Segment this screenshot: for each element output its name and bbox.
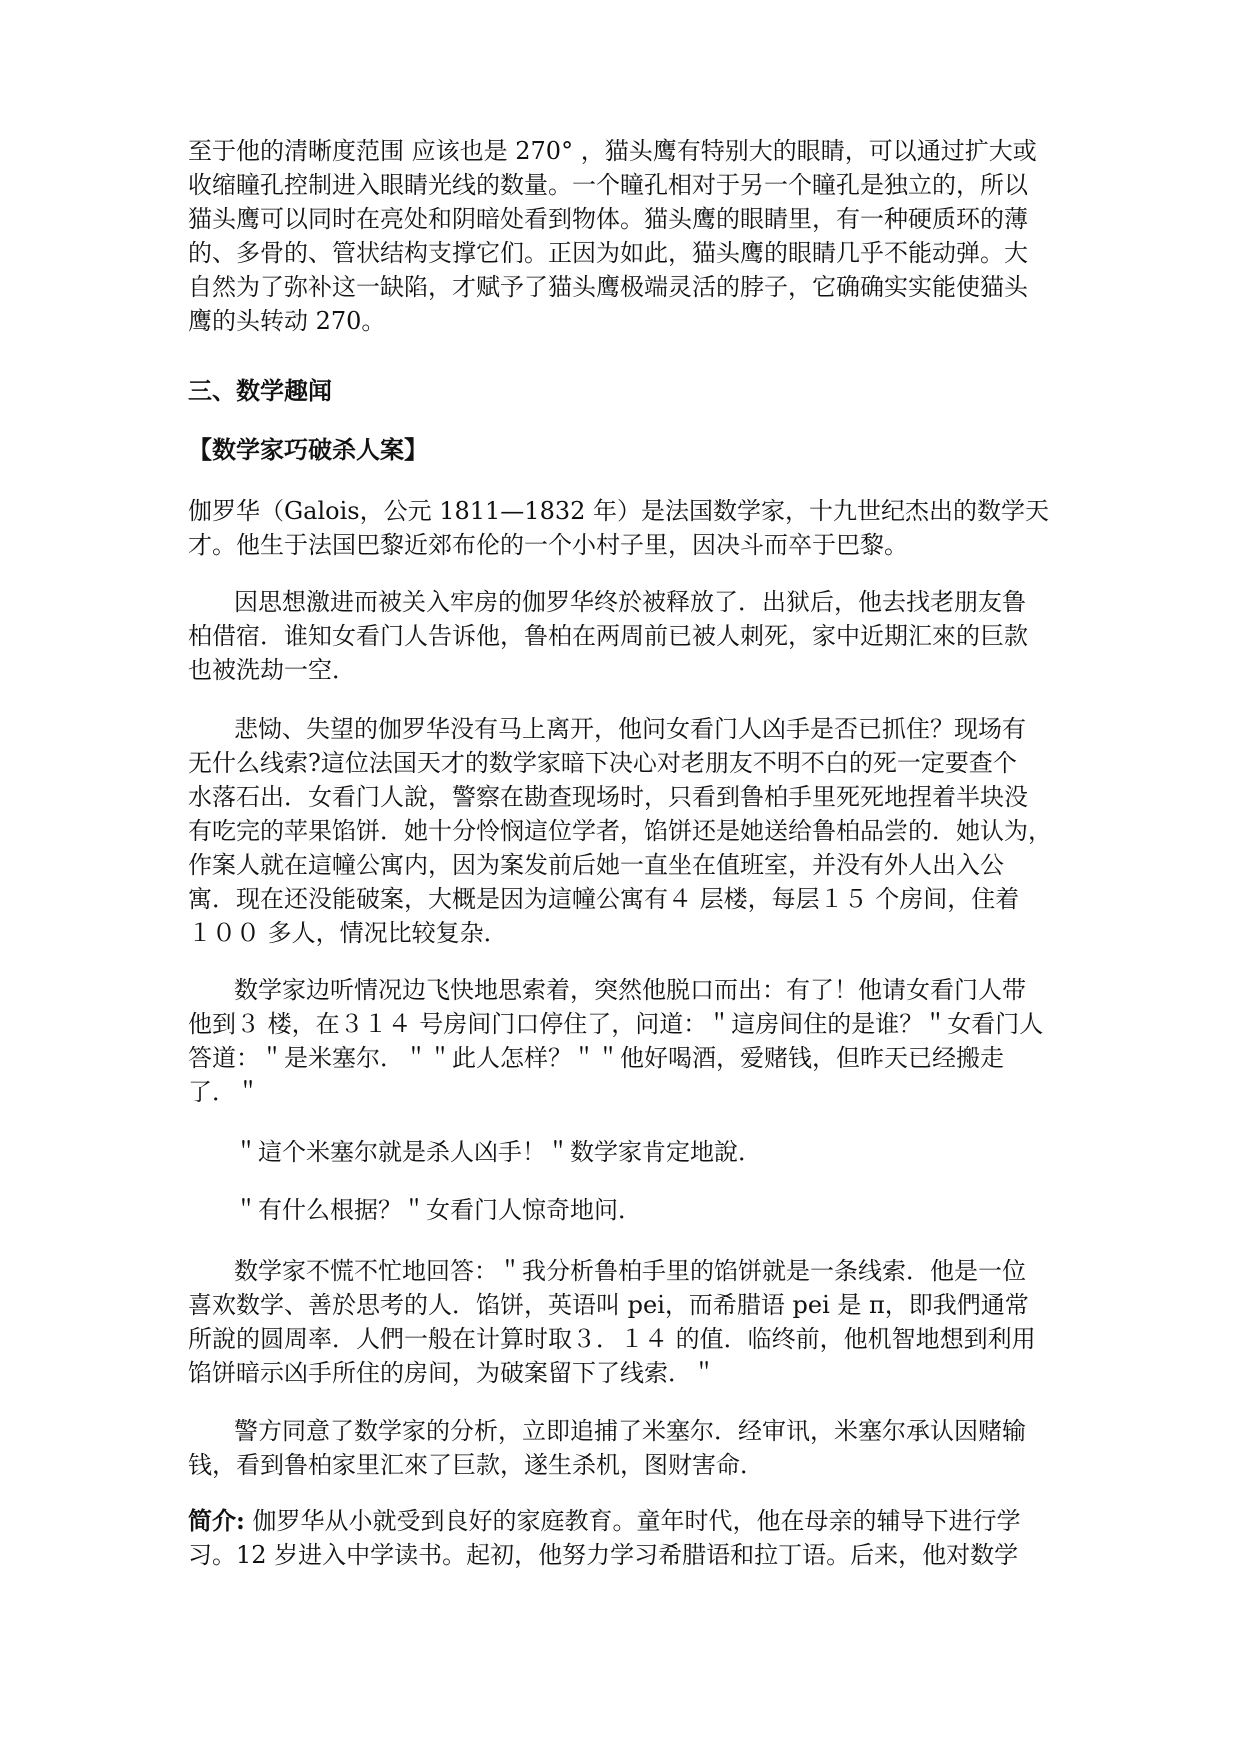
text-line: ＂有什么根据？＂女看门人惊奇地问． [234, 1196, 642, 1224]
text-line: 他到３ 楼，在３１４ 号房间门口停住了，问道：＂這房间住的是谁？＂女看门人 [188, 1010, 1044, 1038]
text-line: 鹰的头转动 270。 [188, 307, 386, 335]
paragraph-room-314 [188, 973, 1088, 1109]
paragraph-biography [188, 1504, 1088, 1572]
text-line: 柏借宿．谁知女看门人告诉他，鲁柏在两周前已被人刺死，家中近期汇來的巨款 [188, 622, 1028, 650]
paragraph-explanation [188, 1254, 1088, 1390]
biography-text: 伽罗华从小就受到良好的家庭教育。童年时代，他在母亲的辅导下进行学 [244, 1507, 1021, 1535]
text-line: 寓．现在还没能破案，大概是因为這幢公寓有４ 层楼，每层１５ 个房间，住着 [188, 885, 1020, 913]
text-line: 钱，看到鲁柏家里汇來了巨款，遂生杀机，图财害命． [188, 1451, 764, 1479]
section-heading [188, 374, 1088, 408]
paragraph-owl-eyes [188, 134, 1088, 338]
text-line: 因思想激进而被关入牢房的伽罗华终於被释放了．出狱后，他去找老朋友鲁 [234, 588, 1026, 616]
text-line: 馅饼暗示凶手所住的房间，为破案留下了线索．＂ [188, 1359, 716, 1387]
story-title-text: 【数学家巧破杀人案】 [188, 435, 428, 464]
paragraph-galois-intro [188, 494, 1088, 562]
paragraph-arrest [188, 1414, 1088, 1482]
paragraph-clues [188, 712, 1088, 950]
text-line: 水落石出．女看门人說，警察在勘查现场时，只看到鲁柏手里死死地捏着半块没 [188, 783, 1028, 811]
text-line [188, 1504, 1088, 1538]
text-line: 收缩瞳孔控制进入眼睛光线的数量。一个瞳孔相对于另一个瞳孔是独立的，所以 [188, 171, 1028, 199]
text-line: 数学家边听情况边飞快地思索着，突然他脱口而出：有了！他请女看门人带 [234, 976, 1026, 1004]
biography-label: 简介: [188, 1506, 245, 1535]
text-line: 猫头鹰可以同时在亮处和阴暗处看到物体。猫头鹰的眼睛里，有一种硬质环的薄 [188, 205, 1028, 233]
paragraph-question [188, 1193, 1088, 1227]
text-line: 所說的圆周率．人們一般在计算时取３．１４ 的值．临终前，他机智地想到利用 [188, 1325, 1036, 1353]
text-line: １００ 多人，情况比较复杂． [188, 919, 508, 947]
text-line: 才。他生于法国巴黎近郊布伦的一个小村子里，因决斗而卒于巴黎。 [188, 531, 908, 559]
text-line: 至于他的清晰度范围 应该也是 270° ，猫头鹰有特别大的眼睛，可以通过扩大或 [188, 137, 1037, 165]
text-line: 答道：＂是米塞尔．＂＂此人怎样？＂＂他好喝酒，爱赌钱，但昨天已经搬走 [188, 1044, 1004, 1072]
text-line: 的、多骨的、管状结构支撑它们。正因为如此，猫头鹰的眼睛几乎不能动弹。大 [188, 239, 1028, 267]
text-line: 作案人就在這幢公寓内，因为案发前后她一直坐在值班室，并没有外人出入公 [188, 851, 1004, 879]
paragraph-accusation [188, 1135, 1088, 1169]
text-line: 悲恸、失望的伽罗华没有马上离开，他问女看门人凶手是否已抓住？现场有 [234, 715, 1026, 743]
text-line: ＂這个米塞尔就是杀人凶手！＂数学家肯定地說． [234, 1138, 762, 1166]
text-line: 也被洗劫一空． [188, 656, 356, 684]
text-line: 无什么线索?這位法国天才的数学家暗下决心对老朋友不明不白的死一定要查个 [188, 749, 1017, 777]
text-line: 了．＂ [188, 1078, 260, 1106]
text-line: 伽罗华（Galois，公元 1811—1832 年）是法国数学家，十九世纪杰出的数学天 [188, 497, 1050, 525]
story-title [188, 433, 1088, 467]
text-line: 警方同意了数学家的分析，立即追捕了米塞尔．经审讯，米塞尔承认因赌输 [234, 1417, 1026, 1445]
text-line: 有吃完的苹果馅饼．她十分怜悯這位学者，馅饼还是她送给鲁柏品尝的．她认为， [188, 817, 1052, 845]
paragraph-release [188, 585, 1088, 687]
text-line: 习。12 岁进入中学读书。起初，他努力学习希腊语和拉丁语。后来，他对数学 [188, 1541, 1019, 1569]
text-line: 数学家不慌不忙地回答：＂我分析鲁柏手里的馅饼就是一条线索．他是一位 [234, 1257, 1026, 1285]
section-heading-text: 三、数学趣闻 [188, 376, 332, 405]
text-line: 喜欢数学、善於思考的人．馅饼，英语叫 pei，而希腊语 pei 是 π，即我們通常 [188, 1291, 1029, 1319]
text-line: 自然为了弥补这一缺陷，才赋予了猫头鹰极端灵活的脖子，它确确实实能使猫头 [188, 273, 1028, 301]
